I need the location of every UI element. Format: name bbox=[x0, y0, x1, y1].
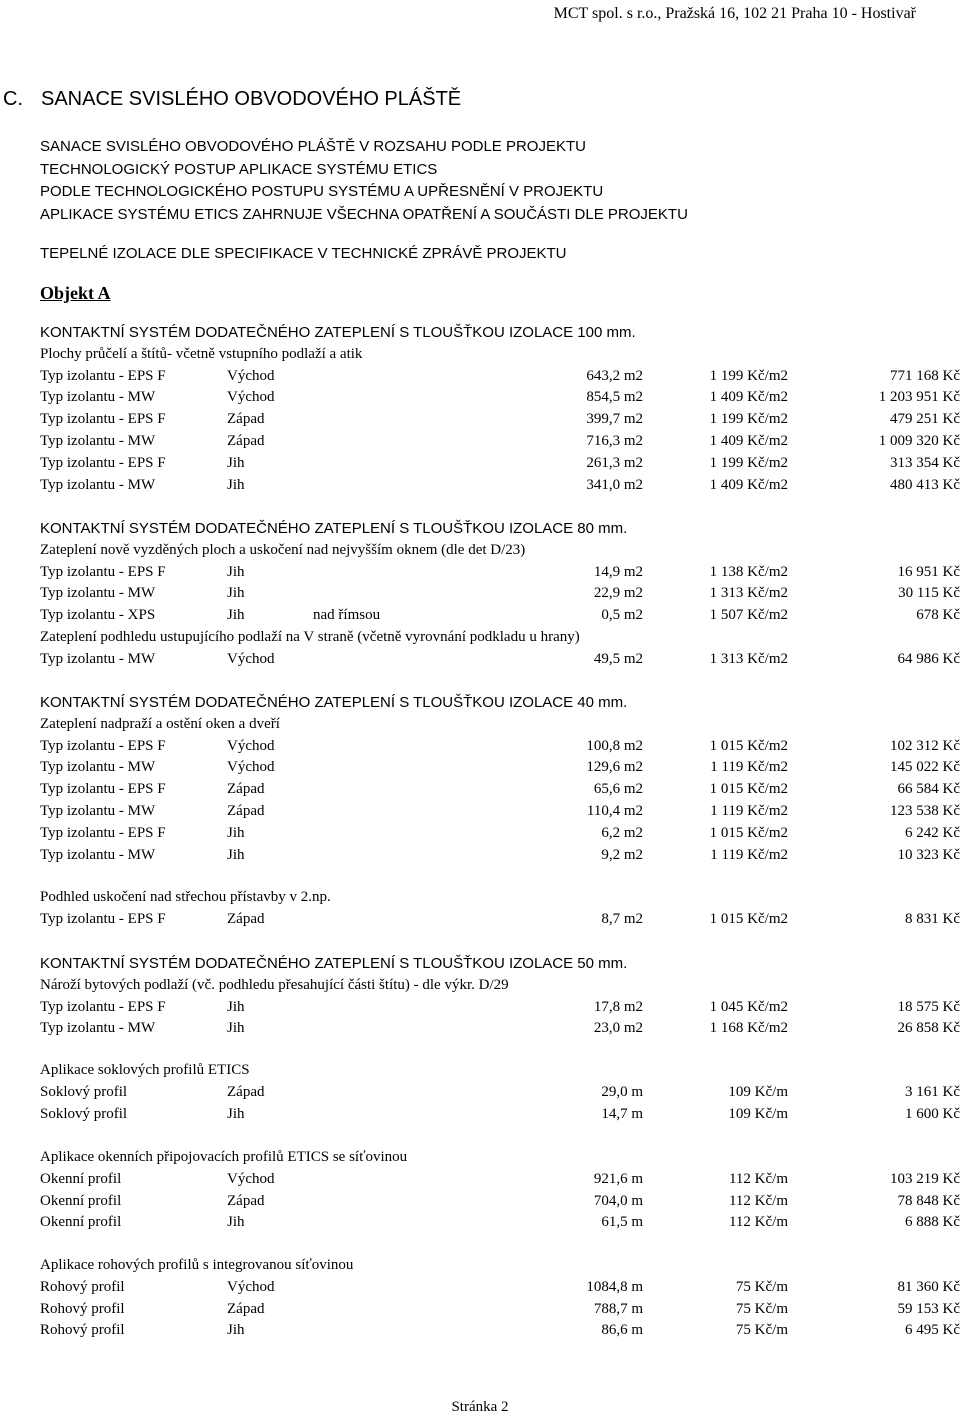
facade-side: Západ bbox=[227, 1083, 265, 1100]
item-row bbox=[40, 453, 960, 475]
facade-side: Jih bbox=[227, 585, 245, 602]
item-name: Typ izolantu - EPS F bbox=[40, 998, 166, 1015]
item-name: Typ izolantu - EPS F bbox=[40, 454, 166, 471]
unit-price: 1 119 Kč/m2 bbox=[710, 759, 788, 776]
unit-price: 1 015 Kč/m2 bbox=[709, 737, 788, 754]
unit-price: 1 015 Kč/m2 bbox=[709, 910, 788, 927]
item-row bbox=[40, 1212, 960, 1234]
object-heading: Objekt A bbox=[40, 283, 111, 303]
group-note: Zateplení nově vyzděných ploch a uskočení nad nejvyšším oknem (dle det D/23) bbox=[40, 541, 526, 558]
group-note: Zateplení nadpraží a ostění oken a dveří bbox=[40, 715, 280, 732]
item-row bbox=[40, 1191, 960, 1213]
unit-price: 1 119 Kč/m2 bbox=[710, 846, 788, 863]
quantity: 65,6 m2 bbox=[593, 781, 643, 798]
unit-price: 1 199 Kč/m2 bbox=[709, 367, 788, 384]
item-name: Typ izolantu - MW bbox=[40, 759, 156, 776]
item-name: Rohový profil bbox=[40, 1278, 125, 1295]
facade-side: Západ bbox=[227, 802, 265, 819]
section-block bbox=[40, 1060, 960, 1125]
facade-side: Jih bbox=[227, 454, 245, 471]
quantity: 8,7 m2 bbox=[601, 910, 643, 927]
quantity: 23,0 m2 bbox=[593, 1020, 643, 1037]
item-name: Typ izolantu - EPS F bbox=[40, 367, 166, 384]
unit-price: 1 045 Kč/m2 bbox=[709, 998, 788, 1015]
group-note: Aplikace rohových profilů s integrovanou síťovinou bbox=[40, 1257, 354, 1273]
item-row bbox=[40, 431, 960, 453]
unit-price: 112 Kč/m bbox=[728, 1214, 788, 1231]
item-name: Soklový profil bbox=[40, 1105, 128, 1122]
section-block bbox=[40, 322, 960, 496]
item-row bbox=[40, 605, 960, 627]
total-price: 145 022 Kč bbox=[890, 759, 960, 776]
unit-price: 75 Kč/m bbox=[735, 1278, 788, 1295]
item-name: Typ izolantu - MW bbox=[40, 802, 156, 819]
facade-side: Západ bbox=[227, 432, 265, 449]
facade-side: Jih bbox=[227, 1105, 245, 1122]
total-price: 16 951 Kč bbox=[897, 563, 960, 580]
quantity: 9,2 m2 bbox=[601, 846, 643, 863]
item-name: Rohový profil bbox=[40, 1300, 125, 1317]
unit-price: 1 015 Kč/m2 bbox=[709, 824, 788, 841]
item-name: Typ izolantu - EPS F bbox=[40, 824, 166, 841]
item-row bbox=[40, 845, 960, 867]
item-name: Okenní profil bbox=[40, 1170, 122, 1187]
unit-price: 1 119 Kč/m2 bbox=[710, 802, 788, 819]
unit-price: 1 199 Kč/m2 bbox=[709, 454, 788, 471]
quantity: 1084,8 m bbox=[586, 1278, 643, 1295]
item-row bbox=[40, 475, 960, 497]
item-row bbox=[40, 801, 960, 823]
quantity: 17,8 m2 bbox=[593, 998, 643, 1015]
system-heading: KONTAKTNÍ SYSTÉM DODATEČNÉHO ZATEPLENÍ S TLOUŠŤKOU IZOLACE 100 mm. bbox=[40, 324, 636, 341]
unit-price: 109 Kč/m bbox=[728, 1105, 788, 1122]
item-name: Typ izolantu - MW bbox=[40, 432, 156, 449]
quantity: 14,9 m2 bbox=[593, 563, 643, 580]
total-price: 1 009 320 Kč bbox=[878, 432, 960, 449]
system-heading: KONTAKTNÍ SYSTÉM DODATEČNÉHO ZATEPLENÍ S TLOUŠŤKOU IZOLACE 40 mm. bbox=[40, 694, 628, 711]
facade-side: Jih bbox=[227, 1322, 245, 1339]
total-price: 18 575 Kč bbox=[897, 998, 960, 1015]
item-row bbox=[40, 997, 960, 1019]
intro-line: SANACE SVISLÉHO OBVODOVÉHO PLÁŠTĚ V ROZSAHU PODLE PROJEKTU bbox=[40, 138, 586, 155]
item-row bbox=[40, 1169, 960, 1191]
system-heading: KONTAKTNÍ SYSTÉM DODATEČNÉHO ZATEPLENÍ S TLOUŠŤKOU IZOLACE 50 mm. bbox=[40, 955, 628, 972]
total-price: 480 413 Kč bbox=[890, 476, 960, 493]
quantity: 0,5 m2 bbox=[601, 607, 643, 624]
facade-side: Východ bbox=[227, 650, 275, 667]
item-name: Typ izolantu - EPS F bbox=[40, 910, 166, 927]
section-block bbox=[40, 887, 960, 931]
section-title-text: SANACE SVISLÉHO OBVODOVÉHO PLÁŠTĚ bbox=[41, 88, 462, 110]
facade-side: Západ bbox=[227, 910, 265, 927]
unit-price: 1 409 Kč/m2 bbox=[709, 389, 788, 406]
group-note: Plochy průčelí a štítů- včetně vstupního podlaží a atik bbox=[40, 345, 363, 362]
total-price: 103 219 Kč bbox=[890, 1170, 960, 1187]
quantity: 29,0 m bbox=[601, 1083, 643, 1100]
section-block bbox=[40, 692, 960, 866]
section-block bbox=[40, 1255, 960, 1342]
total-price: 6 888 Kč bbox=[905, 1214, 960, 1231]
total-price: 6 495 Kč bbox=[905, 1322, 960, 1339]
item-name: Soklový profil bbox=[40, 1083, 128, 1100]
facade-side: Západ bbox=[227, 1300, 265, 1317]
item-name: Typ izolantu - XPS bbox=[40, 607, 156, 624]
group-note: Zateplení podhledu ustupujícího podlaží na V straně (včetně vyrovnání podkladu u hrany) bbox=[40, 628, 580, 645]
facade-side: Jih bbox=[227, 824, 245, 841]
quantity: 643,2 m2 bbox=[586, 367, 643, 384]
section-block bbox=[40, 953, 960, 1040]
section-block bbox=[40, 518, 960, 671]
total-price: 30 115 Kč bbox=[898, 585, 960, 602]
item-row bbox=[40, 1082, 960, 1104]
intro-line: APLIKACE SYSTÉMU ETICS ZAHRNUJE VŠECHNA OPATŘENÍ A SOUČÁSTI DLE PROJEKTU bbox=[40, 205, 688, 223]
insulation-spec-note: TEPELNÉ IZOLACE DLE SPECIFIKACE V TECHNICKÉ ZPRÁVĚ PROJEKTU bbox=[40, 245, 567, 262]
item-name: Typ izolantu - EPS F bbox=[40, 563, 166, 580]
quantity: 921,6 m bbox=[593, 1170, 643, 1187]
item-note: nad římsou bbox=[313, 607, 381, 624]
unit-price: 112 Kč/m bbox=[728, 1170, 788, 1187]
intro-line: TECHNOLOGICKÝ POSTUP APLIKACE SYSTÉMU ETICS bbox=[40, 160, 438, 178]
quantity: 49,5 m2 bbox=[593, 650, 643, 667]
facade-side: Západ bbox=[227, 411, 265, 428]
unit-price: 1 409 Kč/m2 bbox=[709, 476, 788, 493]
unit-price: 1 313 Kč/m2 bbox=[709, 650, 788, 667]
facade-side: Jih bbox=[227, 476, 245, 493]
unit-price: 75 Kč/m bbox=[735, 1300, 788, 1317]
quantity: 854,5 m2 bbox=[586, 389, 643, 406]
facade-side: Západ bbox=[227, 781, 265, 798]
item-row bbox=[40, 562, 960, 584]
unit-price: 1 138 Kč/m2 bbox=[709, 563, 788, 580]
total-price: 66 584 Kč bbox=[897, 781, 960, 798]
item-name: Typ izolantu - MW bbox=[40, 585, 156, 602]
facade-side: Východ bbox=[227, 1170, 275, 1187]
item-name: Typ izolantu - MW bbox=[40, 846, 156, 863]
section-letter: C. bbox=[3, 88, 23, 110]
quantity: 341,0 m2 bbox=[586, 476, 643, 493]
facade-side: Jih bbox=[227, 998, 245, 1015]
total-price: 81 360 Kč bbox=[897, 1278, 960, 1295]
quantity: 129,6 m2 bbox=[586, 759, 643, 776]
unit-price: 1 015 Kč/m2 bbox=[709, 781, 788, 798]
total-price: 26 858 Kč bbox=[897, 1020, 960, 1037]
quantity: 704,0 m bbox=[593, 1192, 643, 1209]
quantity: 14,7 m bbox=[601, 1105, 643, 1122]
facade-side: Východ bbox=[227, 1278, 275, 1295]
item-name: Typ izolantu - MW bbox=[40, 650, 156, 667]
item-name: Typ izolantu - MW bbox=[40, 1020, 156, 1037]
intro-text bbox=[40, 136, 688, 226]
unit-price: 112 Kč/m bbox=[728, 1192, 788, 1209]
total-price: 123 538 Kč bbox=[890, 802, 960, 819]
total-price: 8 831 Kč bbox=[905, 910, 960, 927]
facade-side: Východ bbox=[227, 759, 275, 776]
unit-price: 1 313 Kč/m2 bbox=[709, 585, 788, 602]
item-row bbox=[40, 649, 960, 671]
facade-side: Západ bbox=[227, 1192, 265, 1209]
item-row bbox=[40, 1320, 960, 1342]
total-price: 678 Kč bbox=[916, 607, 960, 624]
unit-price: 1 409 Kč/m2 bbox=[709, 432, 788, 449]
quantity: 86,6 m bbox=[601, 1322, 643, 1339]
unit-price: 1 199 Kč/m2 bbox=[709, 411, 788, 428]
page-footer: Stránka 2 bbox=[451, 1399, 509, 1415]
total-price: 1 203 951 Kč bbox=[878, 389, 960, 406]
intro-line: PODLE TECHNOLOGICKÉHO POSTUPU SYSTÉMU A UPŘESNĚNÍ V PROJEKTU bbox=[40, 183, 604, 200]
total-price: 313 354 Kč bbox=[890, 454, 960, 471]
item-name: Okenní profil bbox=[40, 1192, 122, 1209]
facade-side: Východ bbox=[227, 367, 275, 384]
quantity: 6,2 m2 bbox=[601, 824, 643, 841]
total-price: 10 323 Kč bbox=[897, 846, 960, 863]
item-row bbox=[40, 1104, 960, 1126]
item-row bbox=[40, 736, 960, 758]
item-row bbox=[40, 1018, 960, 1040]
total-price: 3 161 Kč bbox=[905, 1083, 960, 1100]
quantity: 110,4 m2 bbox=[586, 802, 643, 819]
total-price: 1 600 Kč bbox=[905, 1105, 960, 1122]
item-row bbox=[40, 1299, 960, 1321]
unit-price: 1 168 Kč/m2 bbox=[709, 1020, 788, 1037]
facade-side: Jih bbox=[227, 1214, 245, 1231]
unit-price: 75 Kč/m bbox=[735, 1322, 788, 1339]
quantity: 261,3 m2 bbox=[586, 454, 643, 471]
total-price: 59 153 Kč bbox=[897, 1300, 960, 1317]
item-row bbox=[40, 583, 960, 605]
item-row bbox=[40, 409, 960, 431]
total-price: 102 312 Kč bbox=[890, 737, 960, 754]
item-name: Typ izolantu - EPS F bbox=[40, 411, 166, 428]
quantity: 22,9 m2 bbox=[593, 585, 643, 602]
item-row bbox=[40, 757, 960, 779]
item-name: Typ izolantu - EPS F bbox=[40, 737, 166, 754]
item-name: Okenní profil bbox=[40, 1214, 122, 1231]
item-name: Rohový profil bbox=[40, 1322, 125, 1339]
total-price: 771 168 Kč bbox=[890, 367, 960, 384]
unit-price: 109 Kč/m bbox=[728, 1083, 788, 1100]
item-row bbox=[40, 823, 960, 845]
quantity: 100,8 m2 bbox=[586, 737, 643, 754]
item-row bbox=[40, 1277, 960, 1299]
facade-side: Východ bbox=[227, 737, 275, 754]
system-heading: KONTAKTNÍ SYSTÉM DODATEČNÉHO ZATEPLENÍ S TLOUŠŤKOU IZOLACE 80 mm. bbox=[40, 520, 628, 537]
facade-side: Jih bbox=[227, 563, 245, 580]
group-note: Aplikace okenních připojovacích profilů ETICS se síťovinou bbox=[40, 1149, 408, 1165]
total-price: 6 242 Kč bbox=[905, 824, 960, 841]
total-price: 78 848 Kč bbox=[897, 1192, 960, 1209]
facade-side: Východ bbox=[227, 389, 275, 406]
group-note: Nároží bytových podlaží (vč. podhledu přesahující části štítu) - dle výkr. D/29 bbox=[40, 976, 509, 993]
group-note: Podhled uskočení nad střechou přístavby v 2.np. bbox=[40, 889, 331, 905]
facade-side: Jih bbox=[227, 1020, 245, 1037]
item-name: Typ izolantu - EPS F bbox=[40, 781, 166, 798]
item-name: Typ izolantu - MW bbox=[40, 476, 156, 493]
unit-price: 1 507 Kč/m2 bbox=[709, 607, 788, 624]
facade-side: Jih bbox=[227, 846, 245, 863]
item-row bbox=[40, 387, 960, 409]
page-header: MCT spol. s r.o., Pražská 16, 102 21 Praha 10 - Hostivař bbox=[553, 5, 916, 22]
item-row bbox=[40, 366, 960, 388]
total-price: 479 251 Kč bbox=[890, 411, 960, 428]
total-price: 64 986 Kč bbox=[897, 650, 960, 667]
group-note: Aplikace soklových profilů ETICS bbox=[40, 1062, 250, 1078]
facade-side: Jih bbox=[227, 607, 245, 624]
section-title bbox=[3, 88, 461, 111]
item-row bbox=[40, 779, 960, 801]
quantity: 788,7 m bbox=[593, 1300, 643, 1317]
quantity: 61,5 m bbox=[601, 1214, 643, 1231]
item-row bbox=[40, 909, 960, 931]
item-name: Typ izolantu - MW bbox=[40, 389, 156, 406]
quantity: 399,7 m2 bbox=[586, 411, 643, 428]
section-block bbox=[40, 1147, 960, 1234]
quantity: 716,3 m2 bbox=[586, 432, 643, 449]
